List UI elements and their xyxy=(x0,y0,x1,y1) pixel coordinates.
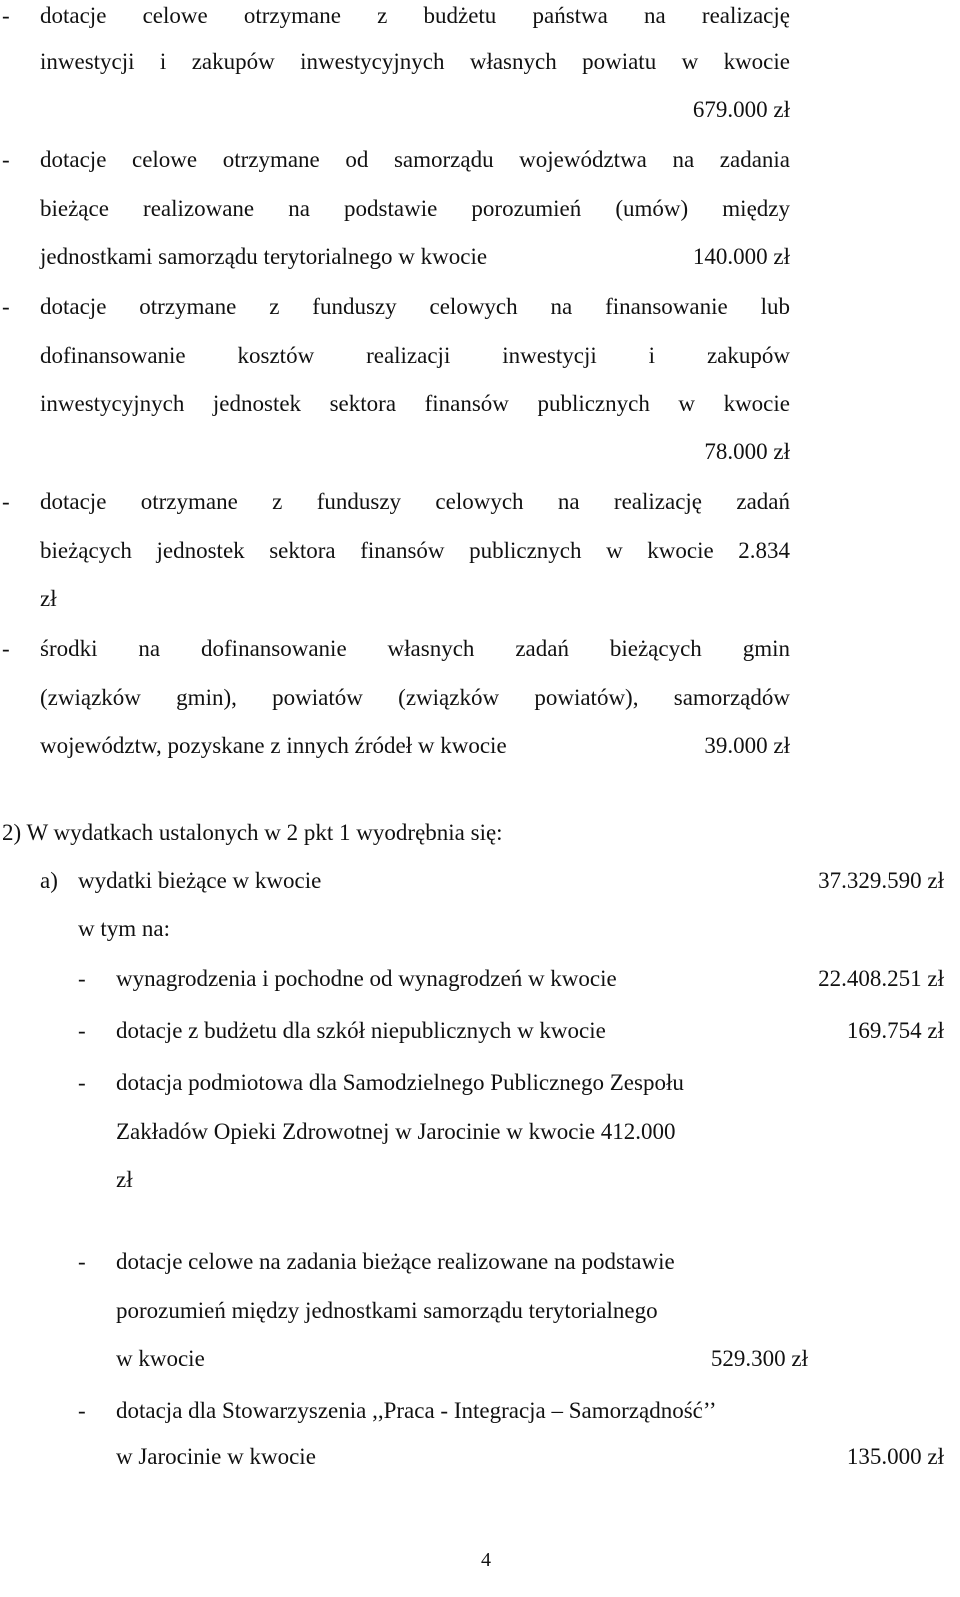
text-line: dotacje celowe na zadania bieżące realizowane na podstawie xyxy=(116,1249,675,1274)
bullet-dash: - xyxy=(78,1070,86,1095)
text-line: dotacje otrzymane z funduszy celowych na finansowanie lub xyxy=(40,294,790,319)
bullet-dash: - xyxy=(2,147,10,172)
amount: 22.408.251 zł xyxy=(818,966,944,991)
bullet-dash: - xyxy=(78,1018,86,1043)
bullet-dash: - xyxy=(2,3,10,28)
text-line: dotacje z budżetu dla szkół niepublicznych w kwocie xyxy=(116,1018,606,1043)
text-line: w Jarocinie w kwocie xyxy=(116,1444,316,1469)
text-line: dotacje otrzymane z funduszy celowych na realizację zadań xyxy=(40,489,790,514)
amount: 169.754 zł xyxy=(846,1018,944,1043)
item-marker: a) xyxy=(40,868,58,893)
text-line: dotacja dla Stowarzyszenia ,,Praca - Integracja – Samorządność’’ xyxy=(116,1398,717,1423)
item-label: wydatki bieżące w kwocie xyxy=(78,868,322,893)
amount: 39.000 zł xyxy=(704,733,790,758)
bullet-dash: - xyxy=(2,489,10,514)
amount: 140.000 zł xyxy=(692,244,790,269)
text-line: środki na dofinansowanie własnych zadań bieżących gmin xyxy=(40,636,790,661)
text-line: (związków gmin), powiatów (związków powiatów), samorządów xyxy=(40,685,790,710)
amount: 529.300 zł xyxy=(710,1346,808,1371)
bullet-dash: - xyxy=(2,636,10,661)
text-line: inwestycji i zakupów inwestycyjnych własnych powiatu w kwocie xyxy=(40,49,790,74)
text-line: zł xyxy=(40,586,57,611)
amount: 37.329.590 zł xyxy=(818,868,944,893)
text-line: dotacje celowe otrzymane od samorządu województwa na zadania xyxy=(40,147,790,172)
amount: 78.000 zł xyxy=(704,439,790,464)
amount: 679.000 zł xyxy=(692,97,790,122)
text-line: dotacje celowe otrzymane z budżetu państwa na realizację xyxy=(40,3,790,28)
amount: 135.000 zł xyxy=(846,1444,944,1469)
text-line: dotacja podmiotowa dla Samodzielnego Publicznego Zespołu xyxy=(116,1070,684,1095)
text-line: zł xyxy=(116,1167,133,1192)
text-line: jednostkami samorządu terytorialnego w kwocie xyxy=(40,244,488,269)
bullet-dash: - xyxy=(78,1249,86,1274)
item-subheading: w tym na: xyxy=(78,916,170,941)
text-line: porozumień między jednostkami samorządu terytorialnego xyxy=(116,1298,658,1323)
text-line: w kwocie xyxy=(116,1346,205,1371)
bullet-dash: - xyxy=(2,294,10,319)
page-number: 4 xyxy=(481,1549,491,1571)
text-line: dofinansowanie kosztów realizacji inwestycji i zakupów xyxy=(40,343,790,368)
text-line: bieżących jednostek sektora finansów publicznych w kwocie 2.834 xyxy=(40,538,790,563)
text-line: inwestycyjnych jednostek sektora finansów publicznych w kwocie xyxy=(40,391,790,416)
text-line: wynagrodzenia i pochodne od wynagrodzeń w kwocie xyxy=(116,966,617,991)
text-line: bieżące realizowane na podstawie porozumień (umów) między xyxy=(40,196,790,221)
section-heading: 2) W wydatkach ustalonych w 2 pkt 1 wyodrębnia się: xyxy=(2,820,503,845)
bullet-dash: - xyxy=(78,1398,86,1423)
text-line: województw, pozyskane z innych źródeł w kwocie xyxy=(40,733,507,758)
text-line: Zakładów Opieki Zdrowotnej w Jarocinie w kwocie 412.000 xyxy=(116,1119,676,1144)
bullet-dash: - xyxy=(78,966,86,991)
